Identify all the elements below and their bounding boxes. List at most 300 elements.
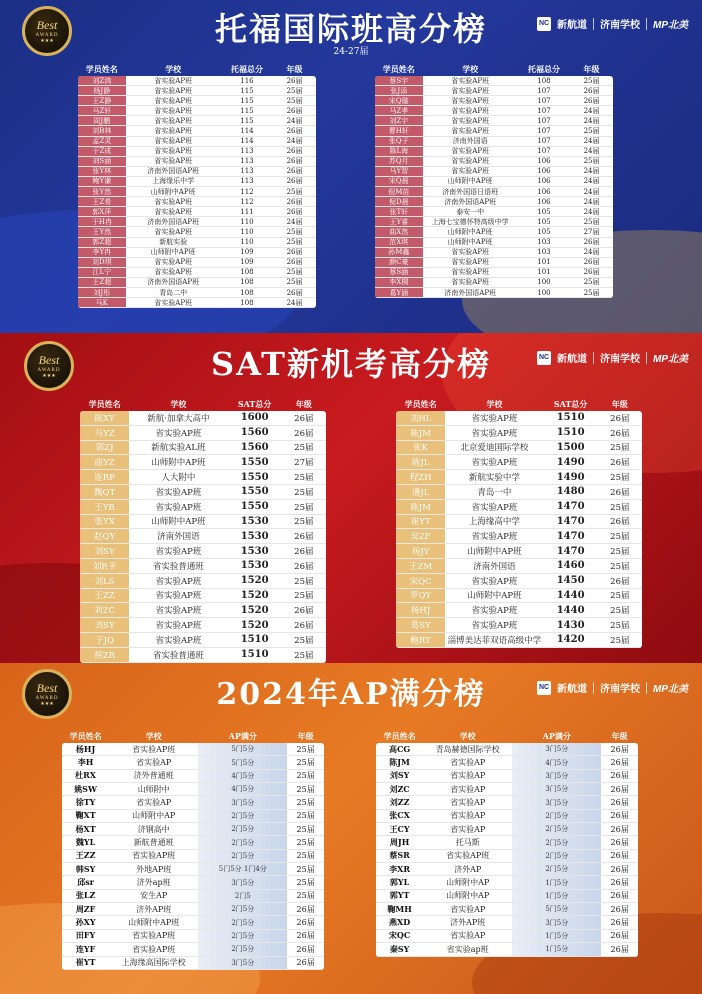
sat-cell-school: 省实验AP班 [155,635,202,646]
toefl-cell-score: 108 [240,278,254,287]
sat-table-row [396,441,642,456]
ap-table-row [62,863,324,876]
sat-header-grade: 年级 [295,398,312,409]
ap-cell-student-name: 王CY [376,823,423,835]
ap-cell-score [198,850,287,862]
toefl-cell-score: 107 [537,86,551,95]
ap-cell-student-name: 李XR [376,863,423,875]
toefl-cell-school: 省实验AP班 [451,116,490,125]
ap-score-value: 1门5分 [512,930,601,942]
ap-table-row [376,743,638,756]
sat-cell-grade: 25届 [294,517,314,528]
ap-cell-school: 山师附中AP [446,878,490,888]
toefl-cell-school: 山师附中AP班 [447,177,493,186]
ap-table-row [376,836,638,849]
ap-cell-school: 山师附中AP [132,811,176,821]
nc-logo-icon: NC [537,351,551,365]
sat-cell-school: 省实验AP班 [155,428,202,439]
sat-table-row [80,426,326,441]
ap-cell-grade: 25届 [296,811,315,821]
sat-cell-score: 1510 [556,427,585,439]
sat-cell-student-name: 于JQ [80,633,129,647]
ap-cell-score [512,903,601,915]
sat-cell-school: 山师附中AP班 [467,591,522,602]
ap-cell-school: 济钢高中 [137,824,170,834]
toefl-cell-school: 省实验AP班 [154,86,193,95]
ap-cell-school: 山师附中AP [446,891,490,901]
sat-cell-student-name: 宋QC [396,574,445,588]
sat-cell-student-name: 王ZM [396,559,445,573]
sat-cell-student-name: 张K [396,441,445,455]
ap-cell-score [512,810,601,822]
sat-cell-grade: 25届 [610,561,630,572]
toefl-section [0,0,702,333]
ap-cell-grade: 25届 [296,851,315,861]
toefl-cell-student-name: 刘J彤 [78,288,126,297]
toefl-cell-score: 108 [537,76,551,85]
toefl-cell-student-name: 宋Q璇 [375,96,423,105]
ap-table-row [62,796,324,809]
toefl-cell-school: 省实验AP班 [154,227,193,236]
ap-cell-student-name: 王ZZ [62,850,109,862]
sat-cell-score: 1510 [556,412,585,424]
toefl-cell-score: 112 [240,187,254,196]
sat-header-student-name: 学员姓名 [88,398,121,409]
ap-cell-student-name: 刘SY [376,770,423,782]
sat-cell-school: 省实验AP班 [471,428,518,439]
toefl-cell-grade: 25届 [286,268,303,277]
ap-table-row [62,957,324,970]
sat-cell-student-name: 葛SY [396,618,445,632]
toefl-title: 托福国际班高分榜 [214,10,487,48]
ap-cell-school: 省实验AP [450,758,486,768]
ap-cell-score [198,823,287,835]
toefl-cell-score: 106 [537,177,551,186]
brand-logos: NC 新航道 济南学校 MP北美 [537,16,688,31]
toefl-cell-score: 100 [537,278,551,287]
ap-cell-school: 省实验AP班 [446,851,490,861]
toefl-table-row [78,248,316,258]
toefl-cell-grade: 24届 [583,187,600,196]
ap-score-value: 2门5 [198,890,287,902]
toefl-cell-school: 省实验AP班 [451,278,490,287]
ap-cell-score [512,756,601,768]
sat-cell-school: 省实验AP班 [471,576,518,587]
toefl-cell-student-name: 王Y睿 [375,217,423,226]
sat-cell-student-name: 杨HJ [396,603,445,617]
sat-cell-grade: 25届 [610,635,630,646]
sat-cell-score: 1490 [556,456,585,468]
toefl-subtitle: 24-27届 [333,47,369,57]
ap-cell-score [198,890,287,902]
toefl-cell-school: 上海缘乐中学 [152,177,195,186]
sat-table-row [80,648,326,663]
toefl-table-row [375,76,613,86]
ap-table-row [62,930,324,943]
sat-cell-school: 山师附中AP班 [151,517,206,528]
sat-cell-school: 山师附中AP班 [151,458,206,469]
ap-score-value: 2门5分 [198,836,287,848]
sat-cell-score: 1520 [240,575,269,587]
ap-cell-grade: 26届 [610,784,629,794]
toefl-cell-student-name: 刘Z鸿 [78,76,126,85]
ap-section [0,663,702,994]
ap-score-value: 3门5分 [198,957,287,969]
ap-table-row [62,836,324,849]
sat-table-row [396,559,642,574]
ap-cell-score [198,770,287,782]
ap-cell-school: 山师附中AP班 [128,918,180,928]
toefl-cell-score: 107 [537,127,551,136]
sat-cell-score: 1530 [240,530,269,542]
toefl-cell-grade: 25届 [583,76,600,85]
ap-score-value: 2门5分 [512,863,601,875]
toefl-cell-school: 济南外国语AP班 [147,167,200,176]
toefl-cell-student-name: 李Y冉 [78,248,126,257]
sat-cell-score: 1600 [240,412,269,424]
toefl-cell-student-name: 陈L海 [375,147,423,156]
toefl-cell-grade: 26届 [583,86,600,95]
ap-table-row [376,930,638,943]
ap-cell-score [512,930,601,942]
sat-cell-student-name: 连RP [80,470,129,484]
toefl-cell-score: 116 [240,76,254,85]
toefl-cell-grade: 26届 [286,127,303,136]
sat-cell-student-name: 曲YZ [80,455,129,469]
toefl-cell-school: 省实验AP班 [154,258,193,267]
sat-table-row [396,500,642,515]
sat-cell-score: 1550 [240,501,269,513]
toefl-cell-score: 108 [240,298,254,307]
toefl-table-row [375,106,613,116]
toefl-cell-school: 省实验AP班 [154,298,193,307]
ap-cell-grade: 26届 [610,758,629,768]
toefl-cell-score: 109 [240,248,254,257]
ap-header-score: AP满分 [542,730,571,741]
toefl-table-row [78,147,316,157]
toefl-table-row [78,137,316,147]
toefl-cell-score: 115 [240,86,254,95]
sat-cell-school: 淄博美达菲双语高级中学 [447,635,542,646]
toefl-table-row [78,187,316,197]
sat-cell-score: 1480 [556,486,585,498]
sat-table-row [396,603,642,618]
ap-cell-grade: 26届 [610,878,629,888]
ap-cell-student-name: 杨XT [62,823,109,835]
ap-table-right [376,729,638,957]
toefl-cell-grade: 24届 [286,298,303,307]
ap-cell-student-name: 连YF [62,943,109,955]
toefl-cell-school: 省实验AP班 [451,258,490,267]
sat-cell-score: 1560 [240,427,269,439]
ap-cell-school: 上海缘高国际学校 [121,958,186,968]
toefl-cell-score: 101 [537,268,551,277]
sat-cell-score: 1510 [240,649,269,661]
ap-table-row [62,876,324,889]
ap-cell-grade: 25届 [296,798,315,808]
sat-cell-student-name: 刘SY [80,544,129,558]
ap-cell-grade: 26届 [610,798,629,808]
nc-logo-icon: NC [537,17,551,31]
sat-cell-grade: 25届 [610,621,630,632]
toefl-cell-score: 115 [240,116,254,125]
sat-cell-school: 省实验AP班 [155,606,202,617]
ap-cell-student-name: 刘ZC [376,783,423,795]
ap-table-row [62,916,324,929]
sat-cell-score: 1550 [240,486,269,498]
toefl-cell-school: 省实验AP班 [451,86,490,95]
sat-cell-school: 省实验普通班 [152,561,204,572]
toefl-cell-school: 省实验AP班 [154,207,193,216]
toefl-cell-student-name: 王Z希 [78,197,126,206]
sat-cell-score: 1440 [556,604,585,616]
ap-cell-score [512,770,601,782]
ap-header-school: 学校 [145,730,162,741]
toefl-cell-grade: 27届 [583,227,600,236]
toefl-cell-grade: 25届 [583,288,600,297]
ap-cell-school: 济外ap班 [136,878,171,888]
toefl-cell-student-name: 刘D琪 [78,258,126,267]
ap-cell-grade: 25届 [296,878,315,888]
toefl-table-row [78,227,316,237]
ap-table-row [376,863,638,876]
toefl-table-row [375,268,613,278]
sat-cell-grade: 26届 [610,487,630,498]
ap-cell-student-name: 蔡SR [376,850,423,862]
ap-cell-score [512,890,601,902]
sat-table-row [396,544,642,559]
toefl-cell-grade: 24届 [583,197,600,206]
toefl-cell-school: 省实验AP班 [154,96,193,105]
toefl-cell-school: 省实验AP班 [451,248,490,257]
ap-score-value: 5门5分 [198,756,287,768]
ap-score-value: 2门5分 [198,916,287,928]
sat-cell-student-name: 郭ZJ [80,441,129,455]
brand-logos: NC 新航道 济南学校 MP北美 [537,350,688,365]
toefl-cell-student-name: 江L宁 [78,268,126,277]
sat-table-row [396,589,642,604]
ap-cell-score [198,943,287,955]
toefl-table-row [375,167,613,177]
sat-cell-school: 济南外国语 [157,532,200,543]
ap-table-row [376,943,638,956]
toefl-table-row [375,258,613,268]
ap-score-value: 3门5分 [198,876,287,888]
toefl-cell-student-name: 鲍Y谦 [78,177,126,186]
sat-cell-grade: 26届 [610,517,630,528]
toefl-table-row [375,227,613,237]
sat-cell-score: 1470 [556,501,585,513]
sat-table-row [396,411,642,426]
toefl-cell-student-name: 宋Q晨 [375,177,423,186]
ap-score-value: 2门5分 [512,823,601,835]
ap-cell-grade: 26届 [610,904,629,914]
toefl-table-row [78,197,316,207]
sat-cell-student-name: 刘LS [80,574,129,588]
sat-cell-school: 省实验AP班 [155,502,202,513]
sat-cell-student-name: 刘SY [80,618,129,632]
ap-table-row [62,770,324,783]
ap-score-value: 3门5分 [512,743,601,755]
toefl-cell-student-name: 李X桐 [375,278,423,287]
sat-table-row [80,589,326,604]
ap-table-row [376,810,638,823]
ap-table-row [62,810,324,823]
ap-table-row [376,796,638,809]
ap-cell-student-name: 魏YL [62,836,109,848]
ap-cell-grade: 26届 [610,824,629,834]
toefl-table-row [78,258,316,268]
ap-cell-student-name: 姚SW [62,783,109,795]
ap-table-row [62,943,324,956]
ap-cell-student-name: 杜RX [62,770,109,782]
sat-table-row [80,574,326,589]
sat-cell-school: 新航实验AL班 [151,443,206,454]
ap-cell-grade: 25届 [296,891,315,901]
toefl-cell-score: 101 [537,258,551,267]
ap-cell-grade: 25届 [296,771,315,781]
toefl-cell-grade: 25届 [583,157,600,166]
sat-table-row [396,426,642,441]
ap-cell-student-name: 邱sr [62,876,109,888]
sat-cell-school: 省实验AP班 [155,591,202,602]
ap-cell-score [512,743,601,755]
ap-cell-grade: 26届 [296,944,315,954]
sat-cell-student-name: 马YZ [80,426,129,440]
sat-cell-school: 省实验AP班 [471,413,518,424]
toefl-table-row [78,278,316,288]
toefl-cell-grade: 25届 [286,238,303,247]
toefl-table-row [375,248,613,258]
ap-cell-score [198,876,287,888]
toefl-cell-score: 108 [240,268,254,277]
ap-cell-score [198,810,287,822]
toefl-cell-grade: 24届 [583,177,600,186]
ap-cell-grade: 25届 [296,824,315,834]
toefl-table-row [78,106,316,116]
toefl-cell-student-name: 曲X然 [375,227,423,236]
sat-cell-score: 1520 [240,589,269,601]
toefl-header-school: 学校 [165,63,182,74]
sat-cell-school: 省实验AP班 [471,606,518,617]
toefl-cell-school: 上海七宝德怀特高级中学 [431,217,509,226]
sat-table-row [396,574,642,589]
ap-score-value: 1门5分 [512,943,601,955]
toefl-cell-grade: 24届 [286,116,303,125]
toefl-cell-school: 省实验AP班 [451,96,490,105]
ap-table-row [62,823,324,836]
ap-cell-grade: 26届 [296,904,315,914]
sat-cell-score: 1420 [556,634,585,646]
toefl-cell-student-name: 孙M鑫 [375,248,423,257]
sat-cell-school: 省实验AP班 [471,458,518,469]
ap-cell-school: 省实验AP班 [132,744,176,754]
sat-cell-grade: 25届 [610,532,630,543]
ap-score-value: 3门5分 [512,796,601,808]
ap-cell-student-name: 周JH [376,836,423,848]
toefl-table-row [375,207,613,217]
ap-cell-score [512,850,601,862]
ap-table-row [62,743,324,756]
ap-cell-score [198,836,287,848]
ap-cell-score [198,930,287,942]
ap-header-student-name: 学员姓名 [383,730,416,741]
toefl-cell-grade: 26届 [286,106,303,115]
sat-table-left [80,397,326,663]
sat-cell-student-name: 吴ZF [396,529,445,543]
toefl-table-row [78,268,316,278]
sat-cell-grade: 25届 [610,547,630,558]
toefl-cell-grade: 25届 [286,278,303,287]
toefl-cell-score: 107 [537,96,551,105]
toefl-cell-grade: 24届 [583,137,600,146]
ap-table-row [62,783,324,796]
toefl-cell-student-name: 于Z成 [78,147,126,156]
ap-header-grade: 年级 [297,730,314,741]
toefl-cell-grade: 26届 [286,207,303,216]
toefl-cell-school: 济南外国语AP班 [444,288,497,297]
ap-cell-score [198,796,287,808]
toefl-cell-grade: 26届 [286,177,303,186]
ap-cell-score [198,743,287,755]
toefl-table-row [78,167,316,177]
sat-cell-grade: 25届 [610,606,630,617]
sat-cell-student-name: 潘JL [396,485,445,499]
toefl-cell-student-name: 王Z超 [78,278,126,287]
sat-header-grade: 年级 [611,398,628,409]
toefl-cell-student-name: 马Y智 [375,167,423,176]
toefl-table-row [78,207,316,217]
sat-cell-grade: 26届 [294,428,314,439]
ap-cell-grade: 26届 [610,864,629,874]
toefl-cell-score: 106 [537,157,551,166]
toefl-cell-student-name: 倪D晨 [375,197,423,206]
toefl-cell-score: 103 [537,238,551,247]
ap-header-score: AP满分 [228,730,257,741]
ap-score-value: 2门5分 [512,850,601,862]
toefl-cell-school: 济南外国语日语班 [442,187,499,196]
toefl-cell-student-name: 于H冉 [78,217,126,226]
toefl-cell-school: 省实验AP班 [154,106,193,115]
toefl-cell-student-name: 郭X萍 [78,207,126,216]
toefl-cell-score: 100 [537,288,551,297]
sat-table-row [396,515,642,530]
ap-score-value: 4门5分 [198,783,287,795]
toefl-cell-school: 济南外国语AP班 [444,197,497,206]
ap-cell-student-name: 杨HJ [62,743,109,755]
toefl-cell-grade: 26届 [583,96,600,105]
ap-score-value: 2门5分 [198,810,287,822]
toefl-cell-score: 114 [240,127,254,136]
best-award-badge: Best AWARD ★★★ [22,669,72,719]
sat-cell-student-name: 陈XY [80,411,129,425]
toefl-cell-student-name: 郭Z超 [78,238,126,247]
toefl-cell-student-name: 张T轩 [375,207,423,216]
sat-cell-grade: 25届 [610,502,630,513]
toefl-cell-school: 省实验AP班 [154,197,193,206]
toefl-cell-grade: 26届 [286,258,303,267]
ap-table-row [376,823,638,836]
toefl-cell-school: 山师附中AP班 [150,248,196,257]
sat-table-row [80,515,326,530]
sat-table-row [396,529,642,544]
ap-score-value: 5门5分 1门4分 [198,863,287,875]
sat-cell-score: 1490 [556,471,585,483]
toefl-cell-grade: 26届 [286,167,303,176]
ap-score-value: 3门5分 [198,796,287,808]
ap-cell-student-name: 徐TY [62,796,109,808]
toefl-cell-school: 省实验AP班 [154,157,193,166]
